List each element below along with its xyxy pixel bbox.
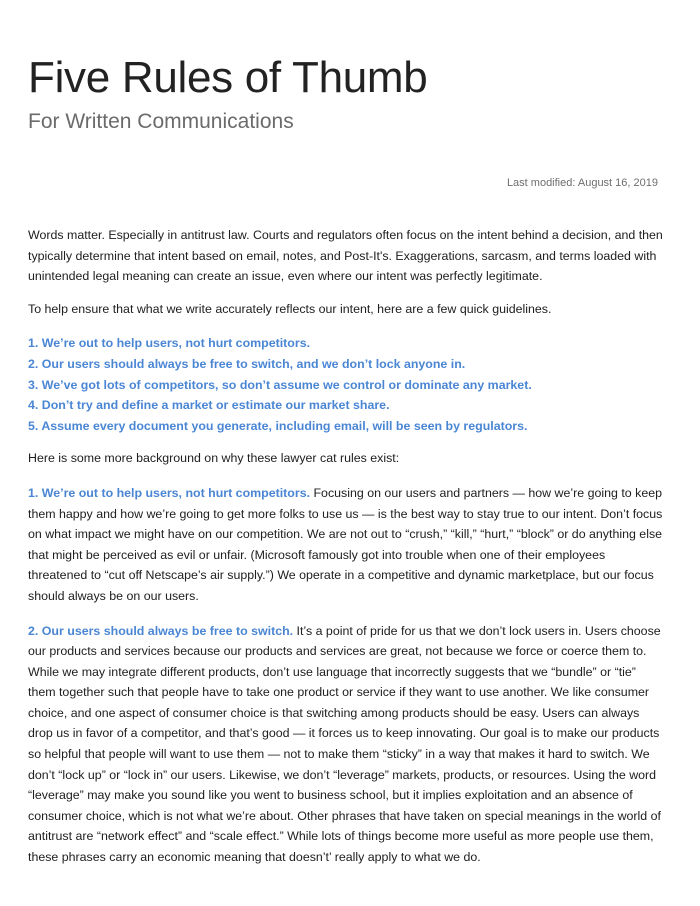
rule-item-4: 4. Don’t try and define a market or estimate our market share. — [28, 398, 390, 413]
guidelines-intro-paragraph: To help ensure that what we write accurately reflects our intent, here are a few quick guidelines. — [28, 301, 552, 316]
background-intro-paragraph: Here is some more background on why these lawyer cat rules exist: — [28, 451, 400, 466]
rule-item-3: 3. We’ve got lots of competitors, so don’t assume we control or dominate any market. — [28, 377, 532, 392]
section-text-1: Focusing on our users and partners — how we’re going to keep them happy and how we’re going to get more folks to use us — is the best way to stay true to our intent. Don’t focus on what impact we might have on our competition. We are not out to “crush,” “kill,” “hurt,” “block” or do anything else that might be perceived as evil or unfair. (Microsoft famously got into trouble when one of their employees threatened to “cut off Netscape’s air supply.”) We operate in a competitive and dynamic marketplace, but our focus should always be on our users. — [28, 485, 663, 603]
section-paragraph-1 — [28, 483, 664, 607]
last-modified-date: Last modified: August 16, 2019 — [506, 177, 658, 189]
page-title: Five Rules of Thumb — [28, 53, 428, 102]
section-lead-1: 1. We’re out to help users, not hurt competitors. — [28, 485, 311, 500]
page-subtitle: For Written Communications — [28, 110, 294, 133]
rules-list — [28, 333, 664, 436]
rule-item-2: 2. Our users should always be free to switch, and we don’t lock anyone in. — [28, 356, 466, 371]
rule-item-1: 1. We’re out to help users, not hurt competitors. — [28, 336, 311, 351]
section-paragraph-2 — [28, 621, 664, 868]
rule-item-5: 5. Assume every document you generate, including email, will be seen by regulators. — [28, 418, 528, 433]
section-text-2: It’s a point of pride for us that we don’t lock users in. Users choose our products and services because our products and services are great, not because we force or coerce them to. While we may integrate different products, don’t use language that incorrectly suggests that we “bundle” or “tie” them together such that people have to take one product or service if they want to use another. We like consumer choice, and one aspect of consumer choice is that switching among products should be easy. Users can always drop us in favor of a competitor, and that’s good — it forces us to keep innovating. Our goal is to make our products so helpful that people will want to use them — not to make them “sticky” in a way that makes it hard to switch. We don’t “lock up” or “lock in” our users. Likewise, we don’t “leverage” markets, products, or resources. Using the word “leverage” may make you sound like you went to business school, but it implies exploitation and an absence of consumer choice, which is not what we’re about. Other phrases that have taken on special meanings in the world of antitrust are “network effect” and “scale effect.” While lots of things become more useful as more people use them, these phrases carry an economic meaning that doesn’t’ really apply to what we do. — [28, 623, 661, 865]
intro-paragraph: Words matter. Especially in antitrust law. Courts and regulators often focus on the intent behind a decision, and then typically determine that intent based on email, notes, and Post-It's. Exaggerations, sarcasm, and terms loaded with unintended legal meaning can create an issue, even where our intent was perfectly legitimate. — [28, 228, 663, 284]
section-lead-2: 2. Our users should always be free to switch. — [28, 623, 294, 638]
